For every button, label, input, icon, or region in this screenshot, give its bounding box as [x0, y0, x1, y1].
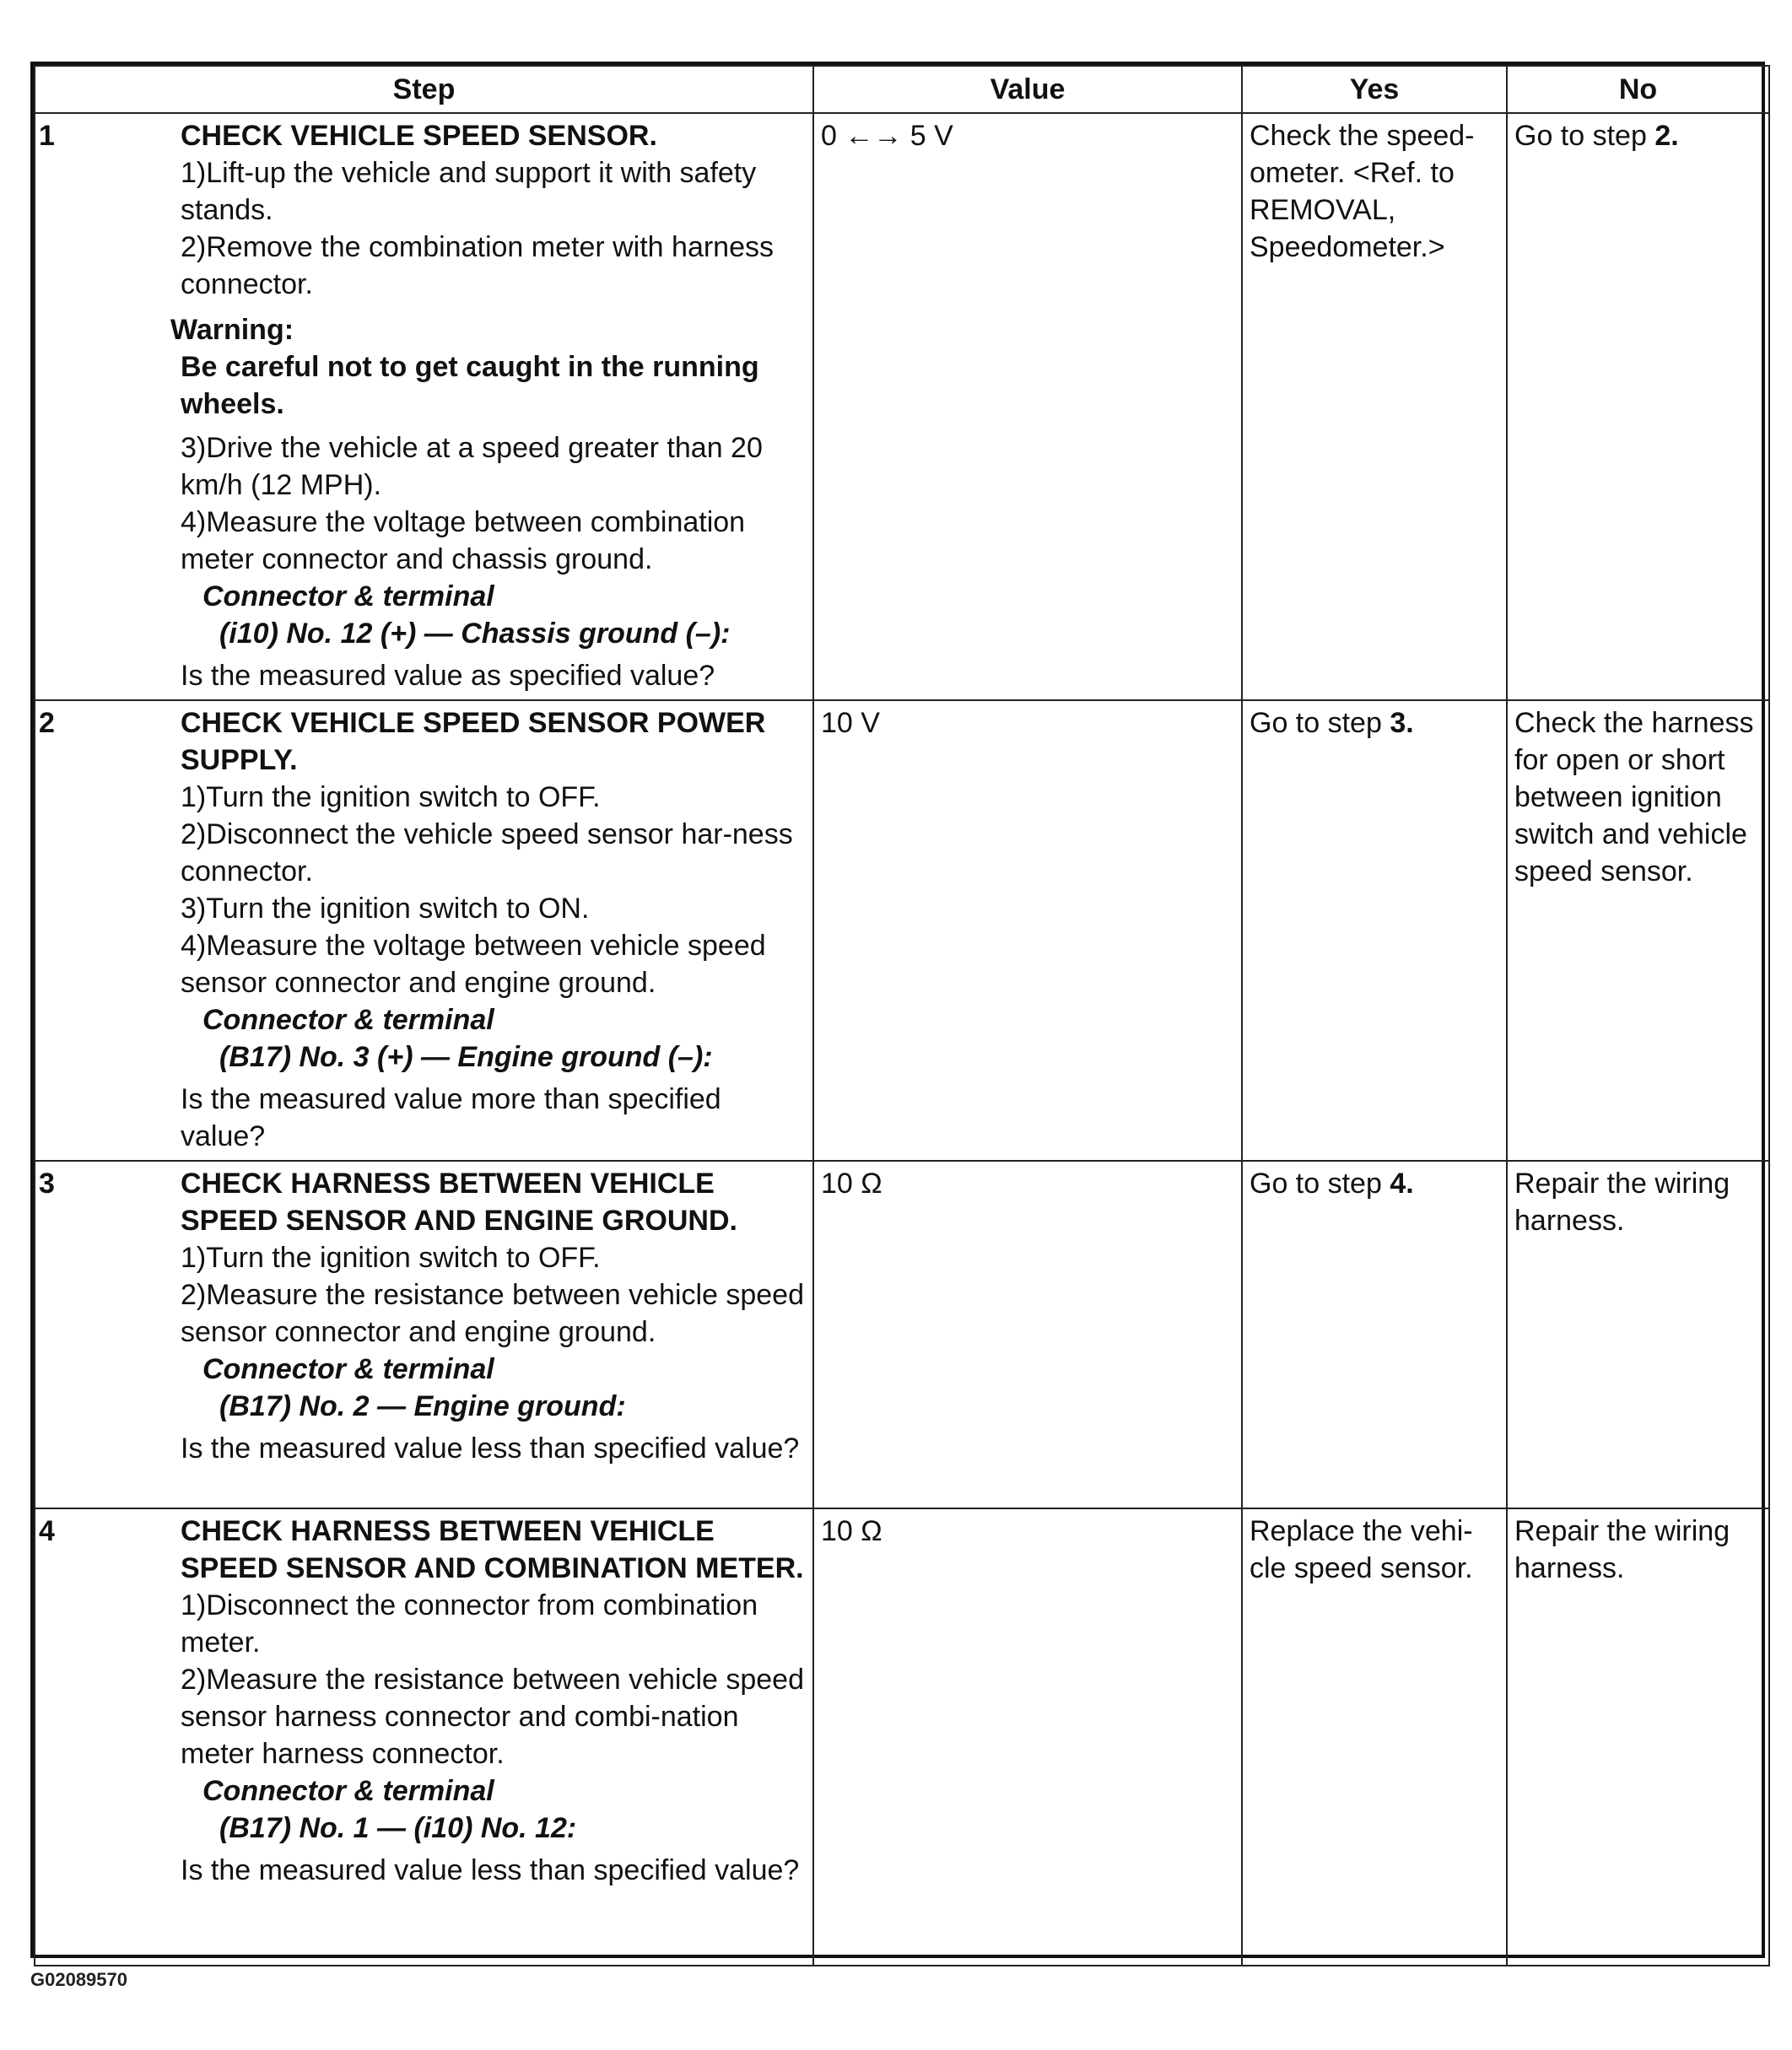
header-row [35, 66, 1769, 113]
figure-id: G02089570 [30, 1969, 127, 1990]
no-text: Check the harness for open or short between ignition switch and vehicle speed sensor. [1514, 707, 1754, 887]
yes-cell [1242, 113, 1507, 700]
table-row [35, 1508, 1769, 1966]
step-question: Is the measured value less than specified value? [181, 1432, 800, 1465]
no-text: Repair the wiring harness. [1514, 1515, 1730, 1584]
no-text: Go to step [1514, 120, 1655, 152]
step-number: 4 [39, 1515, 55, 1547]
yes-step-ref: 3. [1390, 707, 1414, 739]
header-value: Value [813, 66, 1242, 113]
value-cell: 0 ←→ 5 V [813, 113, 1242, 700]
no-step-ref: 2. [1654, 120, 1679, 152]
no-cell [1507, 113, 1769, 700]
step-question: Is the measured value as specified value? [181, 660, 715, 692]
yes-text: Replace the vehi-cle speed sensor. [1250, 1515, 1473, 1584]
value-cell: 10 V [813, 700, 1242, 1161]
connector-spec: (i10) No. 12 (+) — Chassis ground (–): [219, 618, 731, 650]
diagnostic-table [34, 65, 1770, 1966]
instruction: 1)Turn the ignition switch to OFF. [181, 781, 601, 813]
yes-cell [1242, 1508, 1507, 1966]
instruction: 4)Measure the voltage between vehicle speed sensor connector and engine ground. [181, 930, 766, 999]
step-cell [35, 1161, 813, 1508]
instruction: 2)Disconnect the vehicle speed sensor har-ness connector. [181, 818, 793, 887]
instruction: 2)Remove the combination meter with harness connector. [181, 231, 774, 300]
no-text: Repair the wiring harness. [1514, 1168, 1730, 1237]
table-row [35, 700, 1769, 1161]
connector-spec: (B17) No. 2 — Engine ground: [219, 1390, 626, 1422]
instruction: 4)Measure the voltage between combination meter connector and chassis ground. [181, 506, 746, 575]
yes-step-ref: 4. [1390, 1168, 1414, 1200]
yes-cell [1242, 700, 1507, 1161]
step-cell [35, 1508, 813, 1966]
table-row [35, 1161, 1769, 1508]
connector-label: Connector & terminal [202, 580, 494, 612]
step-number: 1 [39, 120, 55, 152]
diagnostic-table-frame [30, 62, 1765, 1958]
step-title: CHECK HARNESS BETWEEN VEHICLE SPEED SENSOR AND ENGINE GROUND. [181, 1168, 737, 1237]
table-row [35, 113, 1769, 700]
instruction: 2)Measure the resistance between vehicle speed sensor connector and engine ground. [181, 1279, 804, 1348]
instruction: 2)Measure the resistance between vehicle speed sensor harness connector and combi-nation meter harness connector. [181, 1664, 804, 1770]
connector-label: Connector & terminal [202, 1004, 494, 1036]
yes-text: Check the speed-ometer. <Ref. to REMOVAL, Speedometer.> [1250, 120, 1475, 263]
header-yes: Yes [1242, 66, 1507, 113]
yes-text: Go to step [1250, 707, 1390, 739]
no-cell [1507, 700, 1769, 1161]
warning-label: Warning: [170, 314, 294, 346]
yes-text: Go to step [1250, 1168, 1390, 1200]
yes-cell [1242, 1161, 1507, 1508]
header-no: No [1507, 66, 1769, 113]
step-title: CHECK VEHICLE SPEED SENSOR POWER SUPPLY. [181, 707, 766, 776]
instruction: 1)Turn the ignition switch to OFF. [181, 1242, 601, 1274]
step-cell [35, 700, 813, 1161]
step-question: Is the measured value more than specified value? [181, 1083, 721, 1152]
connector-spec: (B17) No. 3 (+) — Engine ground (–): [219, 1041, 713, 1073]
step-cell [35, 113, 813, 700]
header-step: Step [35, 66, 813, 113]
step-number: 3 [39, 1168, 55, 1200]
step-question: Is the measured value less than specified value? [181, 1854, 800, 1886]
no-cell [1507, 1508, 1769, 1966]
step-title: CHECK HARNESS BETWEEN VEHICLE SPEED SENSOR AND COMBINATION METER. [181, 1515, 804, 1584]
step-number: 2 [39, 707, 55, 739]
instruction: 1)Disconnect the connector from combination meter. [181, 1589, 758, 1659]
instruction: 3)Drive the vehicle at a speed greater than 20 km/h (12 MPH). [181, 432, 763, 501]
warning-text: Be careful not to get caught in the running wheels. [181, 351, 759, 420]
instruction: 1)Lift-up the vehicle and support it with safety stands. [181, 157, 757, 226]
connector-label: Connector & terminal [202, 1353, 494, 1385]
value-cell: 10 Ω [813, 1508, 1242, 1966]
instruction: 3)Turn the ignition switch to ON. [181, 893, 590, 925]
connector-label: Connector & terminal [202, 1775, 494, 1807]
no-cell [1507, 1161, 1769, 1508]
connector-spec: (B17) No. 1 — (i10) No. 12: [219, 1812, 577, 1844]
value-cell: 10 Ω [813, 1161, 1242, 1508]
step-title: CHECK VEHICLE SPEED SENSOR. [181, 120, 657, 152]
